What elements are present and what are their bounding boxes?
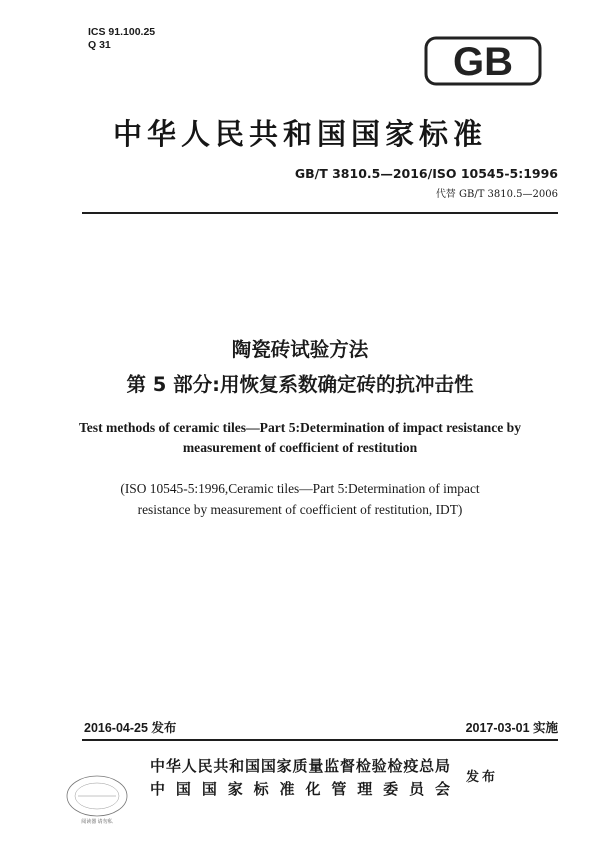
- publish-label: 发布: [466, 770, 499, 785]
- national-standard-heading: 中华人民共和国国家标准: [112, 117, 487, 151]
- title-chinese-line-2: 第 5 部分:用恢复系数确定砖的抗冲击性: [126, 373, 474, 396]
- iso-reference-line-1: (ISO 10545-5:1996,Ceramic tiles—Part 5:Determination of impact: [120, 481, 480, 496]
- stamp-caption: 阅读器 请勿私: [81, 819, 113, 825]
- ics-classification: [88, 26, 155, 52]
- publisher-aqsiq: 中华人民共和国国家质量监督检验检疫总局: [150, 757, 450, 775]
- title-english: [60, 418, 540, 458]
- ics-code: ICS 91.100.25: [88, 26, 156, 38]
- iso-reference: [60, 478, 540, 520]
- ccs-code: Q 31: [88, 39, 111, 51]
- implementation-date: 2017-03-01 实施: [465, 721, 558, 735]
- iso-reference-line-2: resistance by measurement of coefficient of restitution, IDT): [137, 502, 463, 517]
- top-divider: [82, 212, 558, 214]
- gb-logo: [424, 36, 542, 86]
- title-chinese-line-1: 陶瓷砖试验方法: [231, 338, 369, 361]
- title-english-line-2: measurement of coefficient of restitution: [182, 440, 418, 455]
- issue-date: 2016-04-25 发布: [84, 721, 177, 735]
- gb-logo-text: GB: [453, 40, 513, 84]
- publisher-sac: 中国国家标准化管理委员会: [150, 780, 450, 798]
- title-english-line-1: Test methods of ceramic tiles—Part 5:Determination of impact resistance by: [78, 420, 522, 435]
- replaces-standard: 代替 GB/T 3810.5—2006: [435, 189, 558, 200]
- bottom-divider: [82, 739, 558, 741]
- standard-number: GB/T 3810.5—2016/ISO 10545-5:1996: [294, 166, 558, 181]
